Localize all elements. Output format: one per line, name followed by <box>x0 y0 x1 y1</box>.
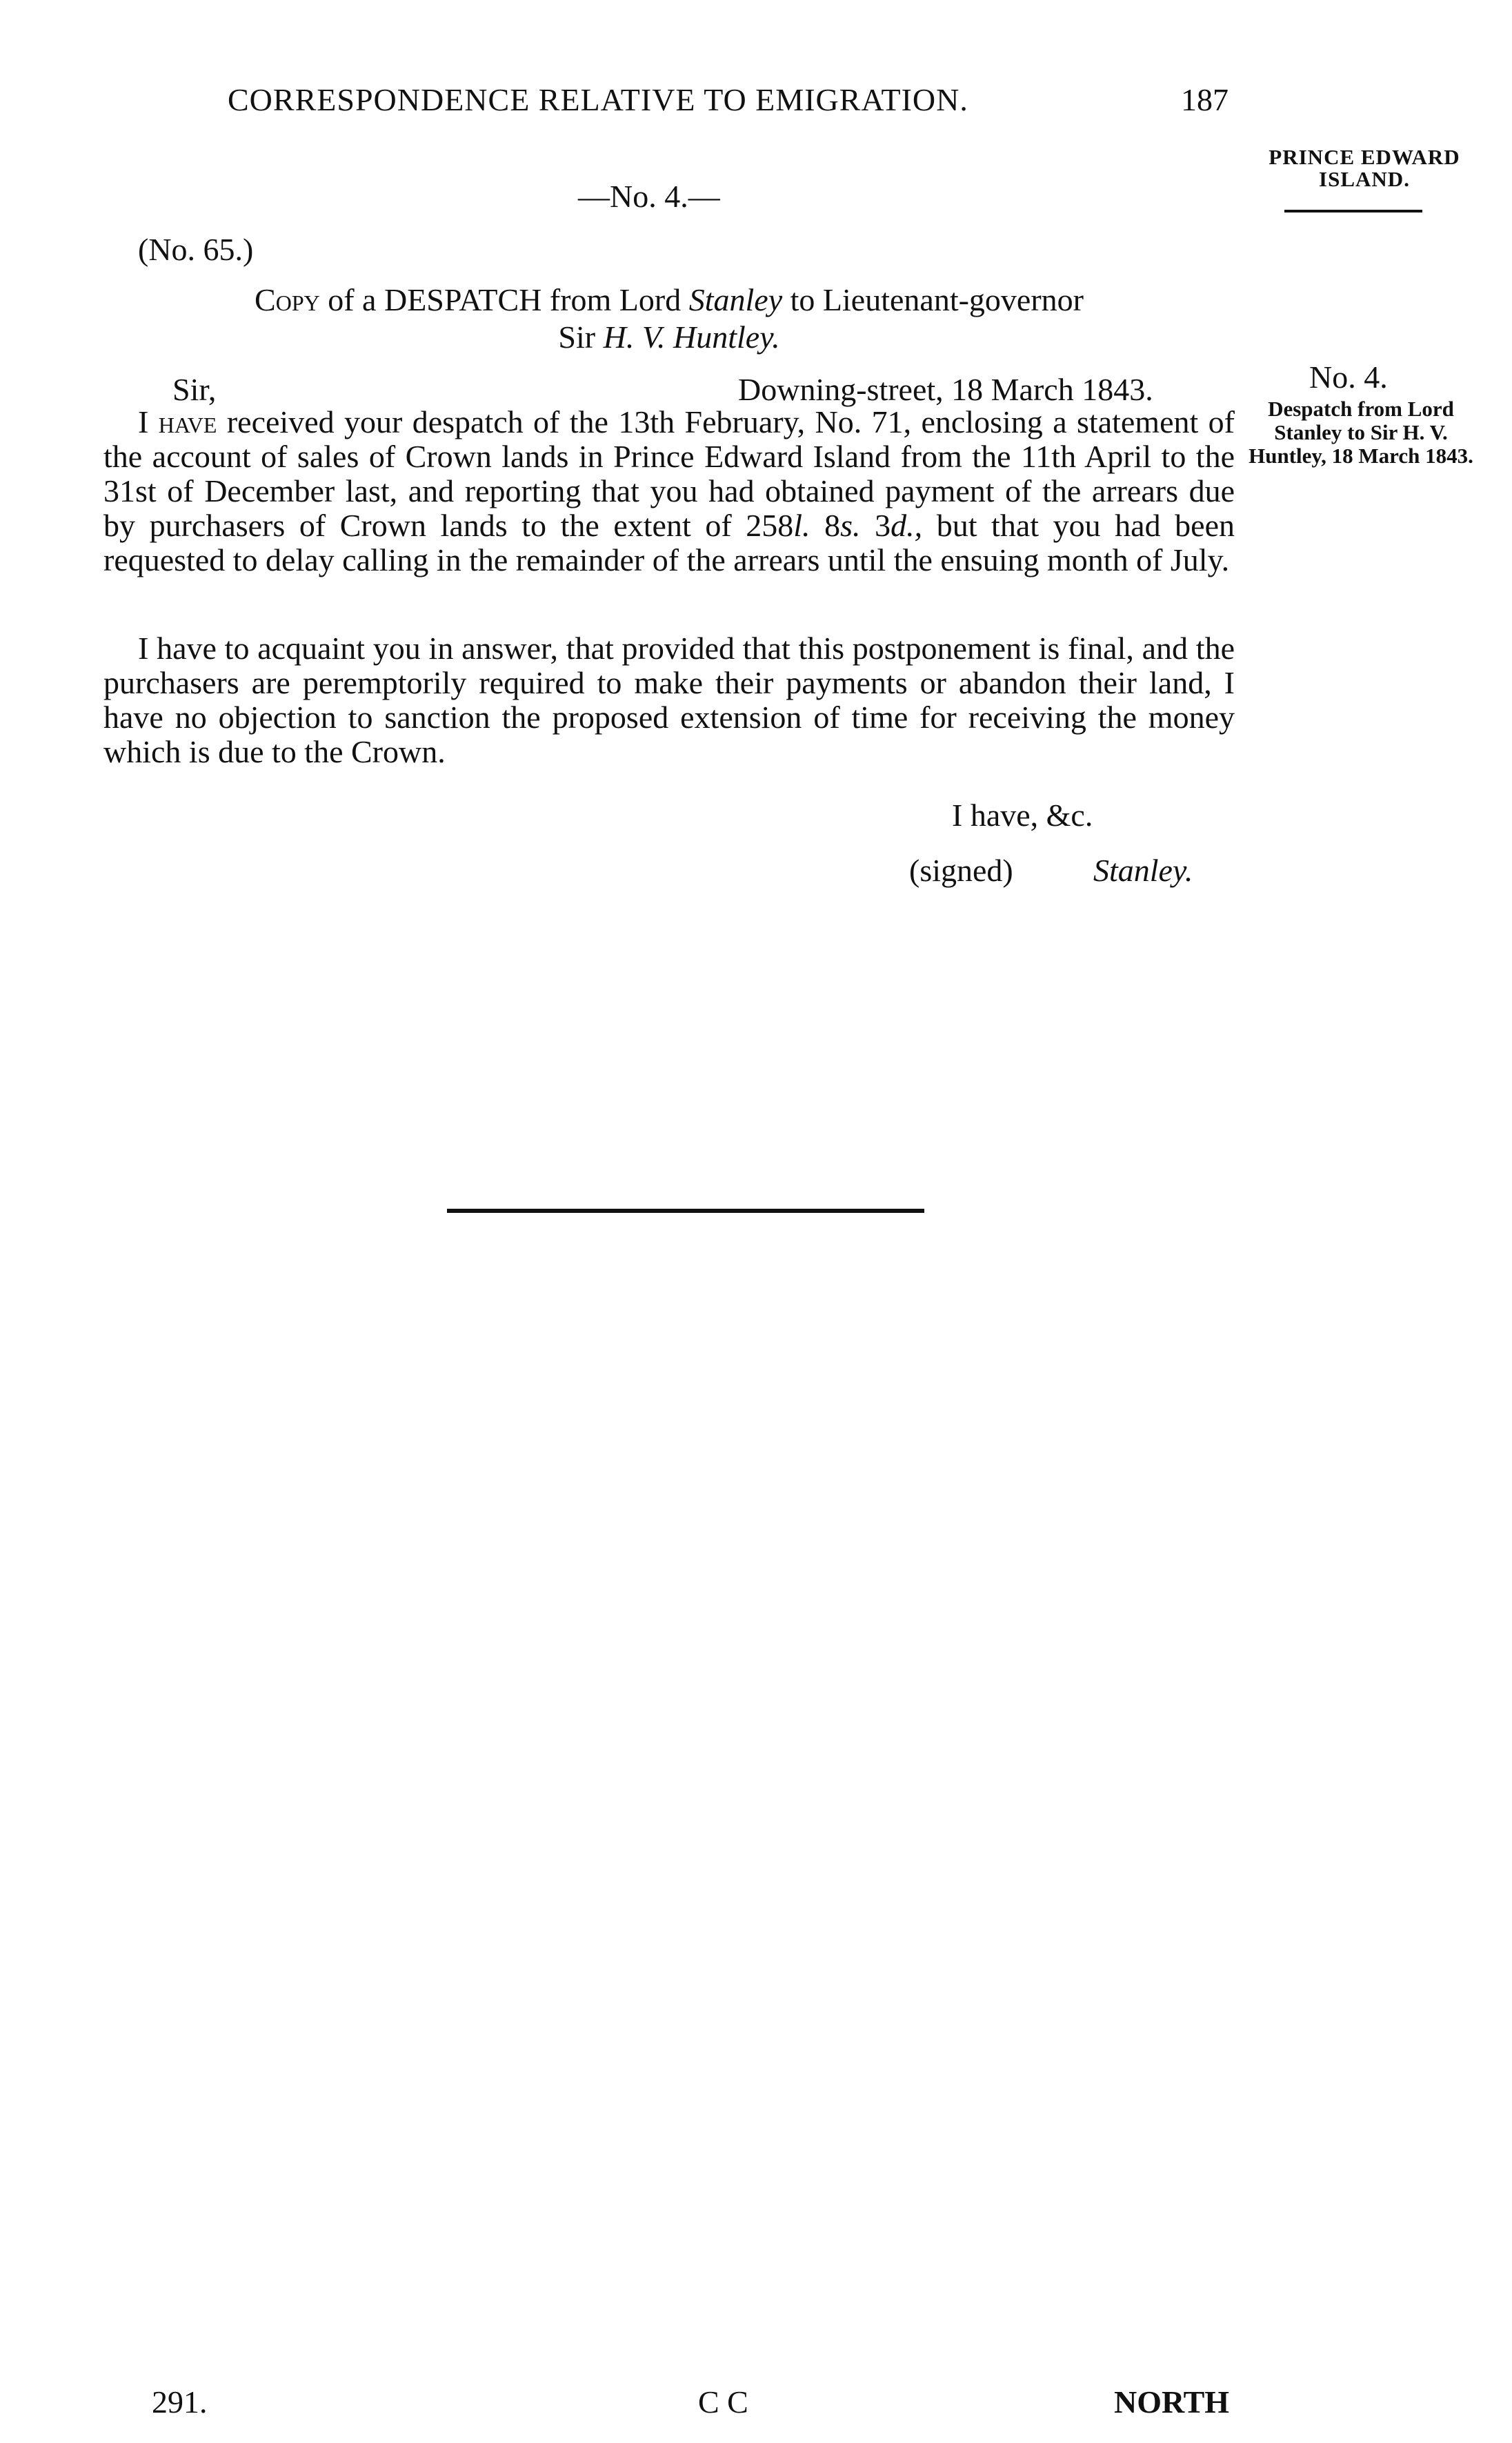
p1-lead: I have <box>138 404 217 439</box>
side-heading: PRINCE EDWARD ISLAND. <box>1269 145 1460 191</box>
margin-note: Despatch from Lord Stanley to Sir H. V. Huntley, 18 March 1843. <box>1249 397 1473 468</box>
p1-l: l. <box>793 508 810 543</box>
end-rule <box>447 1209 924 1213</box>
title-sir: Sir <box>558 319 596 355</box>
p1-8: 8 <box>810 508 841 543</box>
section-number: —No. 4.— <box>578 179 720 214</box>
despatch-number: (No. 65.) <box>138 232 254 267</box>
title-of-a: of a <box>328 282 377 317</box>
salutation: Sir, <box>172 372 217 407</box>
paragraph-2: I have to acquaint you in answer, that provided that this postponement is final, and the purchasers are peremptorily required to make their payments or abandon their land, I have no objection to sanction the proposed extension of time for receiving the money which is due to the Crown. <box>103 631 1235 769</box>
title-stanley: Stanley <box>688 282 783 317</box>
running-title: CORRESPONDENCE RELATIVE TO EMIGRATION. <box>228 82 968 117</box>
paragraph-1 <box>103 405 1235 577</box>
title-huntley: H. V. Huntley. <box>603 319 780 355</box>
title-to-lg: to Lieutenant-governor <box>790 282 1084 317</box>
p1-3: 3 <box>860 508 891 543</box>
title-from-lord: from Lord <box>549 282 682 317</box>
p1-s: s. <box>840 508 861 543</box>
p1-d: d., <box>891 508 923 543</box>
footer-catchword: NORTH <box>1114 2384 1230 2420</box>
footer-center: C C <box>698 2384 748 2420</box>
signature: Stanley. <box>1093 853 1193 888</box>
closing: I have, &c. <box>952 798 1093 833</box>
title-despatch: DESPATCH <box>384 282 542 317</box>
p1-text-a: received your despatch of the 13th February, No. 71, enclosing a statement of the account of sales of Crown lands in Prince Edward Island from the 11th April to the 31st of December last, and reporting that you had obtained payment of the arrears due by purchasers of Crown lands to the extent of 258 <box>103 404 1235 543</box>
footer-signature-mark: 291. <box>152 2384 208 2420</box>
margin-number: No. 4. <box>1309 359 1388 395</box>
signed-label: (signed) <box>909 853 1013 888</box>
side-heading-rule <box>1284 210 1422 212</box>
p1-text-b: but that you had been requested to delay calling in the remainder of the arrears until the ensuing month of July. <box>103 508 1235 577</box>
despatch-title <box>131 281 1207 356</box>
dateline: Downing-street, 18 March 1843. <box>738 372 1153 407</box>
title-copy: Copy <box>255 282 320 317</box>
page-number: 187 <box>1181 82 1228 117</box>
